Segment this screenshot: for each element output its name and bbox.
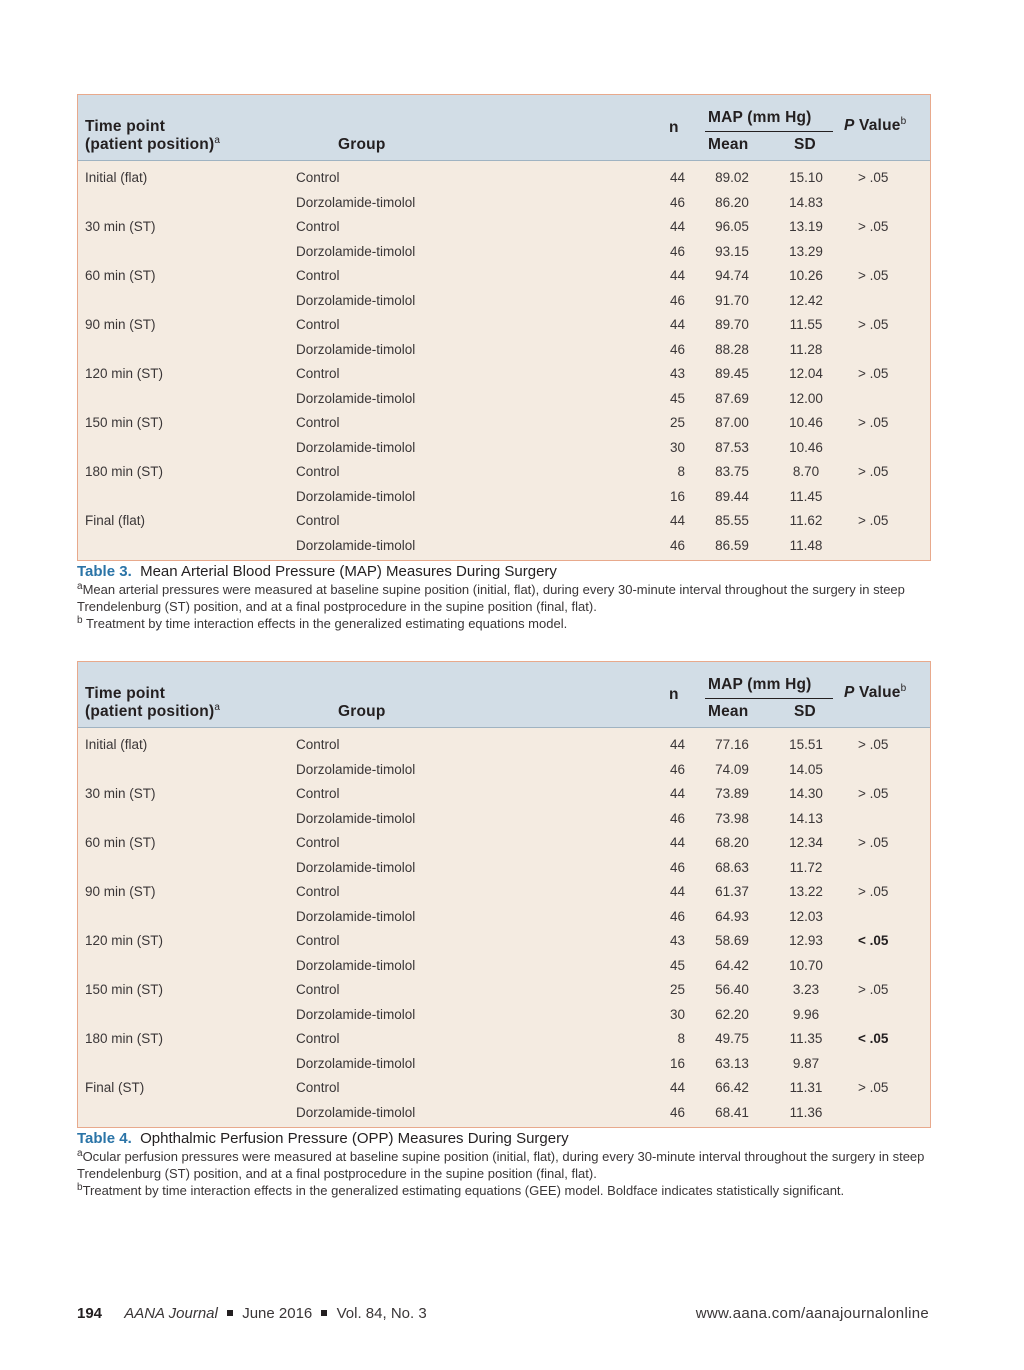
journal-name: AANA Journal (124, 1305, 218, 1322)
cell-sd: 11.48 (789, 537, 823, 553)
cell-n: 16 (669, 1055, 685, 1071)
cell-time-point: 60 min (ST) (85, 268, 156, 283)
header-group: Group (338, 136, 386, 153)
table-row (78, 1027, 930, 1052)
cell-group: Control (296, 737, 340, 752)
cell-n: 8 (677, 1031, 685, 1046)
table-body (78, 161, 930, 560)
cell-mean: 91.70 (715, 292, 749, 308)
cell-n: 46 (669, 908, 685, 924)
table-3-caption (77, 563, 937, 632)
cell-n: 46 (669, 810, 685, 826)
footnote-a: $^a$Mean arterial pressures were measured at baseline supine position (initial, flat), during every 30-minute interval throughout the surgery in steep Trendelenburg (ST) position, and at a final postprocedure in the supine position (final, flat). (77, 581, 905, 614)
cell-time-point: Initial (flat) (85, 170, 148, 185)
cell-time-point: 150 min (ST) (85, 415, 164, 430)
cell-mean: 64.42 (715, 957, 749, 973)
cell-n: 44 (669, 1080, 685, 1095)
cell-sd: 12.93 (789, 933, 823, 948)
cell-n: 44 (669, 786, 685, 801)
table-header (78, 95, 930, 161)
cell-p-value: > .05 (858, 268, 889, 283)
cell-mean: 56.40 (715, 982, 749, 997)
cell-p-value: > .05 (858, 982, 889, 997)
table-row (78, 191, 930, 216)
cell-group: Control (296, 786, 340, 801)
cell-n: 46 (669, 292, 685, 308)
cell-time-point: Initial (flat) (85, 737, 148, 752)
cell-group: Dorzolamide-timolol (296, 341, 416, 357)
cell-sd: 11.35 (789, 1031, 823, 1046)
cell-sd: 12.03 (789, 908, 823, 924)
cell-p-value: > .05 (858, 317, 889, 332)
cell-time-point: 120 min (ST) (85, 366, 164, 381)
cell-mean: 68.20 (715, 835, 749, 850)
cell-sd: 10.70 (789, 957, 823, 973)
cell-group: Dorzolamide-timolol (296, 761, 416, 777)
cell-sd: 12.00 (789, 390, 823, 406)
cell-n: 25 (669, 982, 685, 997)
cell-group: Dorzolamide-timolol (296, 1006, 416, 1022)
cell-mean: 83.75 (715, 464, 749, 479)
table-row (78, 509, 930, 534)
table-row (78, 362, 930, 387)
header-n: n (669, 119, 679, 136)
cell-p-value: > .05 (858, 170, 889, 185)
table-row (78, 1076, 930, 1101)
cell-group: Control (296, 317, 340, 332)
cell-time-point: 180 min (ST) (85, 464, 164, 479)
cell-n: 46 (669, 537, 685, 553)
cell-mean: 64.93 (715, 908, 749, 924)
table-row (78, 338, 930, 363)
table-row (78, 807, 930, 832)
header-mean: Mean (708, 703, 749, 720)
cell-n: 46 (669, 761, 685, 777)
cell-group: Control (296, 464, 340, 479)
cell-sd: 12.04 (789, 366, 823, 381)
issue-date: June 2016 (242, 1305, 313, 1322)
cell-mean: 94.74 (715, 268, 749, 283)
cell-mean: 89.44 (715, 488, 749, 504)
cell-p-value: > .05 (858, 1080, 889, 1095)
cell-sd: 13.22 (789, 884, 823, 899)
cell-mean: 73.98 (715, 810, 749, 826)
cell-sd: 12.42 (789, 292, 823, 308)
cell-group: Control (296, 219, 340, 234)
cell-p-value: > .05 (858, 464, 889, 479)
table-row (78, 460, 930, 485)
cell-mean: 63.13 (715, 1055, 749, 1071)
cell-group: Dorzolamide-timolol (296, 810, 416, 826)
table-row (78, 313, 930, 338)
table-header (78, 662, 930, 728)
table-row (78, 387, 930, 412)
cell-p-value: > .05 (858, 366, 889, 381)
cell-p-value: > .05 (858, 737, 889, 752)
cell-sd: 14.05 (789, 761, 823, 777)
cell-time-point: 150 min (ST) (85, 982, 164, 997)
cell-n: 44 (669, 513, 685, 528)
table-row (78, 954, 930, 979)
table-row (78, 1101, 930, 1126)
cell-mean: 87.69 (715, 390, 749, 406)
table-row (78, 978, 930, 1003)
cell-mean: 73.89 (715, 786, 749, 801)
cell-time-point: 30 min (ST) (85, 786, 156, 801)
table-row (78, 436, 930, 461)
cell-p-value: > .05 (858, 835, 889, 850)
cell-mean: 96.05 (715, 219, 749, 234)
header-group: Group (338, 703, 386, 720)
cell-time-point: 30 min (ST) (85, 219, 156, 234)
cell-mean: 77.16 (715, 737, 749, 752)
header-divider (705, 131, 833, 132)
cell-n: 44 (669, 317, 685, 332)
cell-n: 46 (669, 341, 685, 357)
cell-mean: 87.00 (715, 415, 749, 430)
table-4-caption (77, 1130, 937, 1199)
cell-sd: 11.62 (789, 513, 823, 528)
table-row (78, 1003, 930, 1028)
cell-mean: 68.41 (715, 1104, 749, 1120)
cell-sd: 8.70 (792, 464, 820, 479)
cell-group: Dorzolamide-timolol (296, 243, 416, 259)
header-map: MAP (mm Hg) (708, 109, 812, 126)
header-n: n (669, 686, 679, 703)
header-patient-position: (patient position)$^a$ (85, 702, 221, 720)
header-map: MAP (mm Hg) (708, 676, 812, 693)
cell-mean: 74.09 (715, 761, 749, 777)
cell-group: Control (296, 933, 340, 948)
table-4 (77, 661, 931, 1128)
cell-time-point: 180 min (ST) (85, 1031, 164, 1046)
cell-sd: 11.28 (789, 341, 823, 357)
cell-sd: 11.36 (789, 1104, 823, 1120)
table-row (78, 534, 930, 559)
cell-n: 30 (669, 1006, 685, 1022)
table-row (78, 782, 930, 807)
table-3 (77, 94, 931, 561)
table-row (78, 1052, 930, 1077)
cell-group: Control (296, 170, 340, 185)
cell-n: 8 (677, 464, 685, 479)
cell-sd: 15.10 (789, 170, 823, 185)
cell-group: Dorzolamide-timolol (296, 908, 416, 924)
cell-group: Control (296, 982, 340, 997)
table-row (78, 215, 930, 240)
cell-time-point: 90 min (ST) (85, 884, 156, 899)
cell-group: Dorzolamide-timolol (296, 859, 416, 875)
table-row (78, 733, 930, 758)
cell-p-value: > .05 (858, 513, 889, 528)
cell-sd: 13.19 (789, 219, 823, 234)
footnote-b: $^b$Treatment by time interaction effects in the generalized estimating equations (GEE) model. Boldface indicates statistically significant. (77, 1182, 845, 1198)
cell-mean: 89.70 (715, 317, 749, 332)
cell-mean: 89.45 (715, 366, 749, 381)
cell-mean: 66.42 (715, 1080, 749, 1095)
header-p-value: P Value$^b$ (844, 683, 907, 701)
cell-group: Dorzolamide-timolol (296, 390, 416, 406)
separator-square (321, 1310, 327, 1316)
header-sd: SD (794, 703, 816, 720)
cell-n: 25 (669, 415, 685, 430)
footnote-a: $^a$Ocular perfusion pressures were measured at baseline supine position (initial, flat), during every 30-minute interval throughout the surgery in steep Trendelenburg (ST) position, and at a final postprocedure in the supine position (final, flat). (77, 1148, 925, 1181)
cell-mean: 85.55 (715, 513, 749, 528)
cell-n: 44 (669, 219, 685, 234)
cell-n: 44 (669, 884, 685, 899)
cell-group: Control (296, 835, 340, 850)
header-time-point: Time point (85, 685, 166, 702)
cell-mean: 93.15 (715, 243, 749, 259)
table-row (78, 264, 930, 289)
cell-mean: 61.37 (715, 884, 749, 899)
cell-mean: 62.20 (715, 1006, 749, 1022)
cell-group: Control (296, 268, 340, 283)
cell-time-point: Final (ST) (85, 1080, 145, 1095)
cell-p-value: > .05 (858, 219, 889, 234)
header-time-point: Time point (85, 118, 166, 135)
cell-n: 46 (669, 859, 685, 875)
cell-sd: 12.34 (789, 835, 823, 850)
cell-sd: 11.45 (789, 488, 823, 504)
cell-n: 45 (669, 390, 685, 406)
cell-sd: 14.83 (789, 194, 823, 210)
cell-p-value: > .05 (858, 884, 889, 899)
cell-n: 44 (669, 835, 685, 850)
cell-sd: 10.46 (789, 439, 823, 455)
cell-p-value: < .05 (858, 1031, 889, 1046)
cell-group: Dorzolamide-timolol (296, 194, 416, 210)
table-row (78, 485, 930, 510)
cell-sd: 11.72 (789, 859, 823, 875)
header-divider (705, 698, 833, 699)
cell-sd: 3.23 (792, 982, 820, 997)
cell-sd: 15.51 (789, 737, 823, 752)
cell-p-value: < .05 (858, 933, 889, 948)
cell-group: Dorzolamide-timolol (296, 957, 416, 973)
table-row (78, 856, 930, 881)
table-row (78, 166, 930, 191)
table-row (78, 929, 930, 954)
cell-group: Dorzolamide-timolol (296, 1104, 416, 1120)
table-row (78, 289, 930, 314)
cell-n: 44 (669, 737, 685, 752)
cell-group: Dorzolamide-timolol (296, 537, 416, 553)
table-body (78, 728, 930, 1127)
cell-mean: 86.20 (715, 194, 749, 210)
table-row (78, 831, 930, 856)
cell-group: Dorzolamide-timolol (296, 439, 416, 455)
issue-volume: Vol. 84, No. 3 (336, 1305, 427, 1322)
table-row (78, 240, 930, 265)
cell-n: 45 (669, 957, 685, 973)
cell-group: Dorzolamide-timolol (296, 292, 416, 308)
page-number: 194 (77, 1305, 103, 1322)
journal-url: www.aana.com/aanajournalonline (695, 1305, 929, 1322)
cell-time-point: 60 min (ST) (85, 835, 156, 850)
cell-sd: 11.55 (789, 317, 823, 332)
cell-time-point: 90 min (ST) (85, 317, 156, 332)
cell-group: Dorzolamide-timolol (296, 488, 416, 504)
footnote-b: $^b$ Treatment by time interaction effects in the generalized estimating equations model. (77, 615, 568, 631)
cell-mean: 58.69 (715, 933, 749, 948)
header-mean: Mean (708, 136, 749, 153)
cell-n: 44 (669, 268, 685, 283)
header-p-value: P Value$^b$ (844, 116, 907, 134)
cell-group: Control (296, 366, 340, 381)
cell-group: Control (296, 884, 340, 899)
cell-sd: 11.31 (789, 1080, 823, 1095)
table-row (78, 905, 930, 930)
cell-n: 46 (669, 1104, 685, 1120)
page-footer (77, 1305, 929, 1322)
cell-group: Dorzolamide-timolol (296, 1055, 416, 1071)
cell-sd: 14.30 (789, 786, 823, 801)
cell-sd: 13.29 (789, 243, 823, 259)
cell-sd: 10.46 (789, 415, 823, 430)
header-patient-position: (patient position)$^a$ (85, 135, 221, 153)
cell-sd: 9.96 (792, 1006, 820, 1022)
cell-sd: 10.26 (789, 268, 823, 283)
cell-mean: 88.28 (715, 341, 749, 357)
separator-square (227, 1310, 233, 1316)
caption-title: Table 4. Ophthalmic Perfusion Pressure (OPP) Measures During Surgery (77, 1130, 569, 1147)
cell-group: Control (296, 513, 340, 528)
cell-p-value: > .05 (858, 786, 889, 801)
caption-title: Table 3. Mean Arterial Blood Pressure (MAP) Measures During Surgery (77, 563, 557, 580)
cell-n: 46 (669, 243, 685, 259)
cell-n: 43 (669, 366, 685, 381)
cell-n: 44 (669, 170, 685, 185)
cell-n: 46 (669, 194, 685, 210)
cell-mean: 89.02 (715, 170, 749, 185)
cell-n: 30 (669, 439, 685, 455)
cell-n: 43 (669, 933, 685, 948)
cell-group: Control (296, 415, 340, 430)
cell-group: Control (296, 1031, 340, 1046)
cell-time-point: 120 min (ST) (85, 933, 164, 948)
cell-mean: 68.63 (715, 859, 749, 875)
cell-n: 16 (669, 488, 685, 504)
table-row (78, 758, 930, 783)
cell-group: Control (296, 1080, 340, 1095)
table-row (78, 411, 930, 436)
table-row (78, 880, 930, 905)
cell-p-value: > .05 (858, 415, 889, 430)
header-sd: SD (794, 136, 816, 153)
cell-mean: 49.75 (715, 1031, 749, 1046)
cell-sd: 9.87 (792, 1055, 820, 1071)
cell-mean: 87.53 (715, 439, 749, 455)
cell-sd: 14.13 (789, 810, 823, 826)
cell-mean: 86.59 (715, 537, 749, 553)
cell-time-point: Final (flat) (85, 513, 146, 528)
